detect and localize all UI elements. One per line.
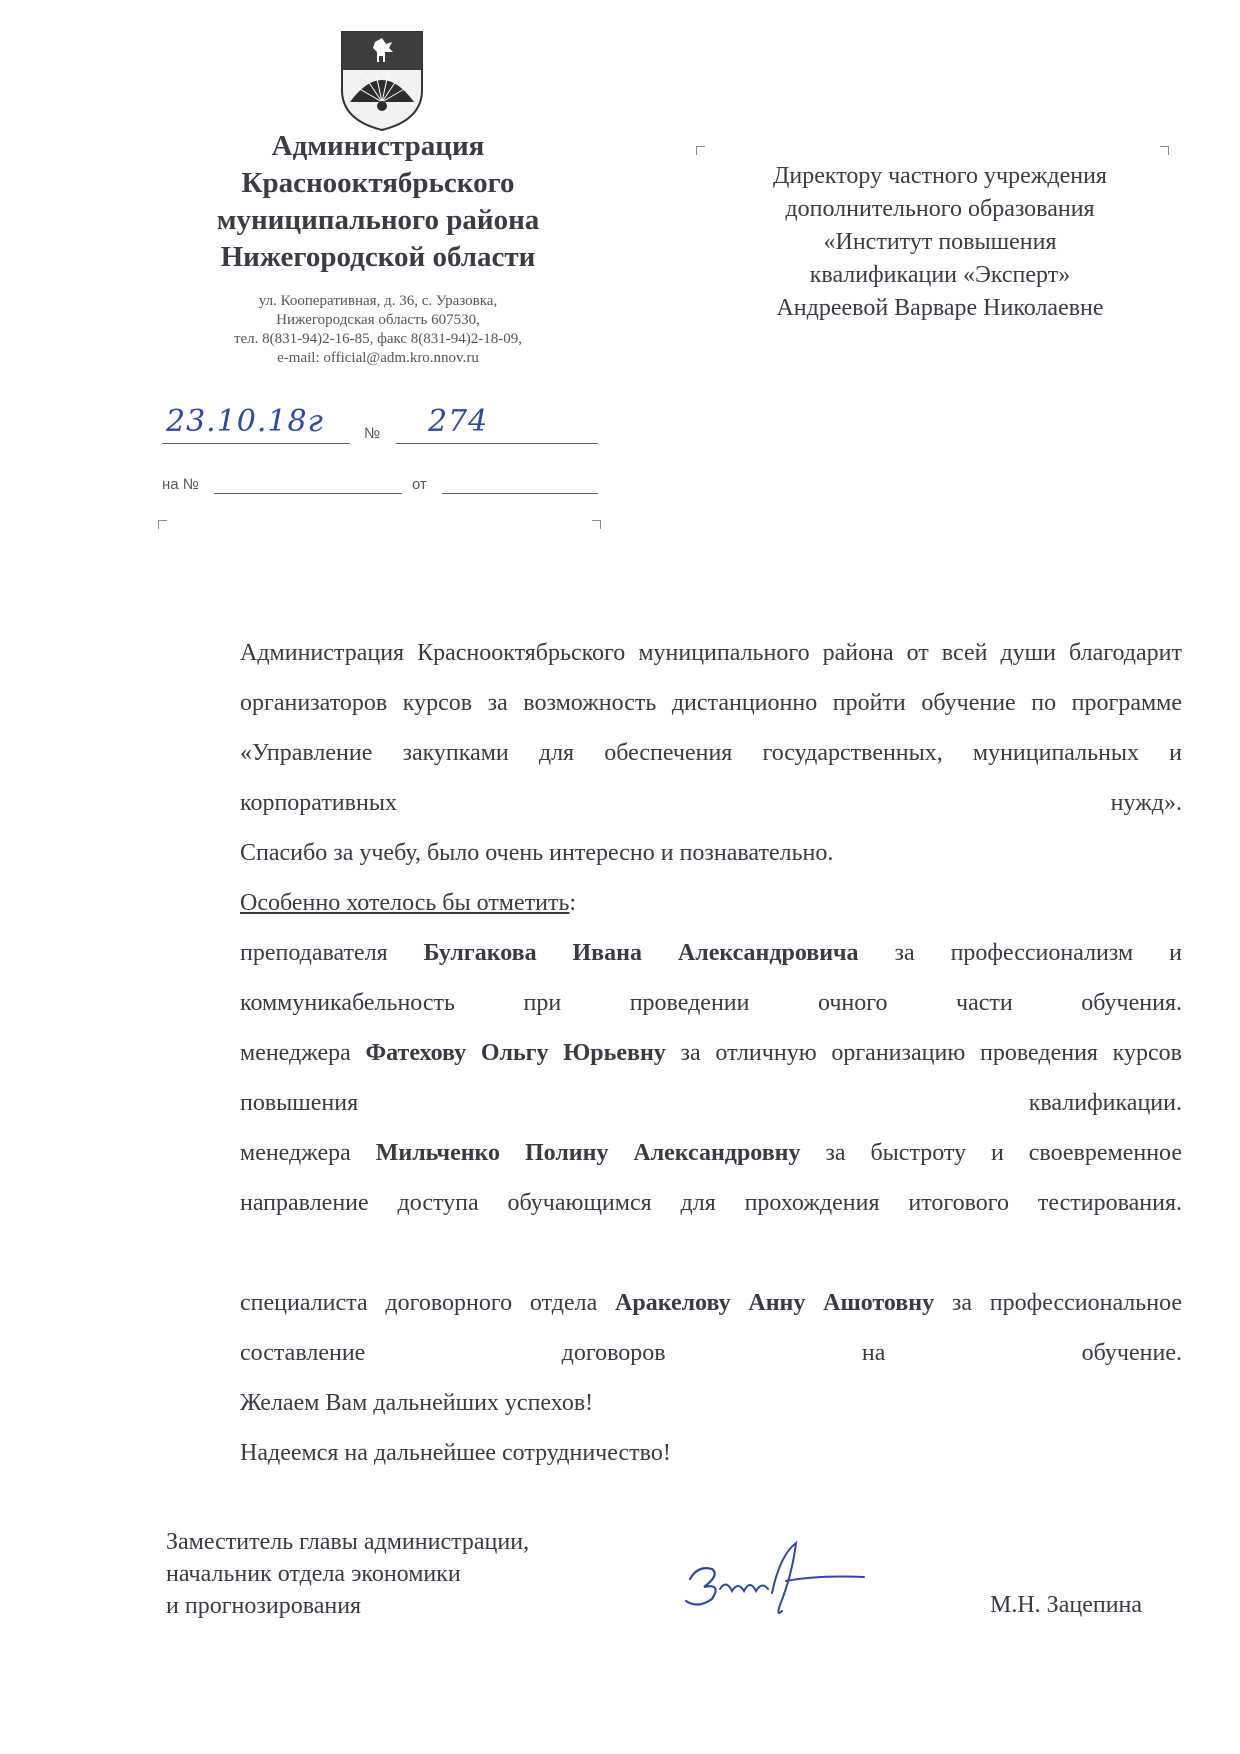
mention-colon: : bbox=[569, 890, 577, 916]
from-underline bbox=[442, 493, 598, 494]
corner-mark bbox=[158, 520, 167, 529]
wishes-paragraph: Желаем Вам дальнейших успехов! bbox=[240, 1390, 594, 1416]
addressee-line: Андреевой Варваре Николаевне bbox=[776, 295, 1104, 321]
signatory-name: М.Н. Зацепина bbox=[990, 1592, 1143, 1618]
date-underline bbox=[162, 443, 350, 444]
manager2-role: менеджера bbox=[240, 1140, 376, 1166]
manager-role: менеджера bbox=[240, 1040, 366, 1066]
coat-of-arms-icon bbox=[338, 28, 426, 132]
mention-paragraph bbox=[166, 878, 1182, 928]
cooperation-paragraph: Надеемся на дальнейшее сотрудничество! bbox=[240, 1440, 671, 1466]
number-underline bbox=[396, 443, 598, 444]
letter-number: 274 bbox=[428, 404, 489, 439]
corner-mark bbox=[696, 146, 705, 155]
gratitude-paragraph: Администрация Краснооктябрьского муниципального района от всей души благодарит организаторов курсов за возможность дистанционно пройти обучение по программе «Управление закупками для обеспечения государственных, муниципальных и корпоративных нужд». bbox=[240, 640, 1182, 816]
reference-label: на № bbox=[162, 476, 199, 493]
addressee-line: Директору частного учреждения bbox=[773, 163, 1107, 189]
specialist-paragraph bbox=[166, 1278, 1182, 1378]
specialist-name: Аракелову Анну Ашотовну bbox=[615, 1290, 935, 1316]
address-line: e-mail: official@adm.kro.nnov.ru bbox=[277, 350, 479, 366]
position-line: и прогнозирования bbox=[166, 1593, 362, 1619]
address-line: ул. Кооперативная, д. 36, с. Уразовка, bbox=[258, 293, 498, 309]
thanks-paragraph: Спасибо за учебу, было очень интересно и познавательно. bbox=[240, 840, 834, 866]
org-line: Администрация bbox=[271, 130, 485, 162]
teacher-paragraph bbox=[166, 928, 1182, 1028]
letter-date: 23.10.18г bbox=[166, 404, 324, 439]
manager-name: Фатехову Ольгу Юрьевну bbox=[365, 1040, 666, 1066]
position-line: начальник отдела экономики bbox=[166, 1561, 461, 1587]
manager2-reason: за быстроту и своевременное направление доступа обучающимся для прохождения итогового тестирования. bbox=[240, 1140, 1182, 1216]
specialist-reason: за профессиональное составление договоров на обучение. bbox=[240, 1290, 1183, 1366]
manager2-paragraph bbox=[166, 1128, 1182, 1228]
reference-underline bbox=[214, 493, 402, 494]
teacher-role: преподавателя bbox=[240, 940, 424, 966]
from-label: от bbox=[412, 476, 427, 493]
teacher-name: Булгакова Ивана Александровича bbox=[423, 940, 859, 966]
specialist-role: специалиста договорного отдела bbox=[240, 1290, 616, 1316]
manager-reason: за отличную организацию проведения курсов повышения квалификации. bbox=[240, 1040, 1182, 1116]
manager-paragraph bbox=[166, 1028, 1182, 1128]
addressee bbox=[700, 160, 1180, 325]
mention-heading: Особенно хотелось бы отметить bbox=[240, 890, 570, 916]
corner-mark bbox=[592, 520, 601, 529]
organization-address bbox=[150, 292, 606, 368]
address-line: Нижегородская область 607530, bbox=[276, 312, 480, 328]
org-line: Краснооктябрьского bbox=[241, 167, 515, 199]
addressee-line: квалификации «Эксперт» bbox=[809, 262, 1071, 288]
addressee-line: «Институт повышения bbox=[823, 229, 1057, 255]
teacher-reason: за профессионализм и коммуникабельность при проведении очного части обучения. bbox=[240, 940, 1182, 1016]
position-line: Заместитель главы администрации, bbox=[166, 1529, 530, 1555]
manager2-name: Мильченко Полину Александровну bbox=[375, 1140, 801, 1166]
addressee-line: дополнительного образования bbox=[785, 196, 1095, 222]
organization-name bbox=[150, 128, 606, 276]
handwritten-signature bbox=[668, 1535, 878, 1625]
corner-mark bbox=[1160, 146, 1169, 155]
org-line: муниципального района bbox=[216, 204, 540, 236]
address-line: тел. 8(831-94)2-16-85, факс 8(831-94)2-18-09, bbox=[233, 331, 523, 347]
org-line: Нижегородской области bbox=[220, 241, 536, 273]
signatory-position bbox=[166, 1526, 529, 1622]
number-label: № bbox=[364, 425, 381, 442]
